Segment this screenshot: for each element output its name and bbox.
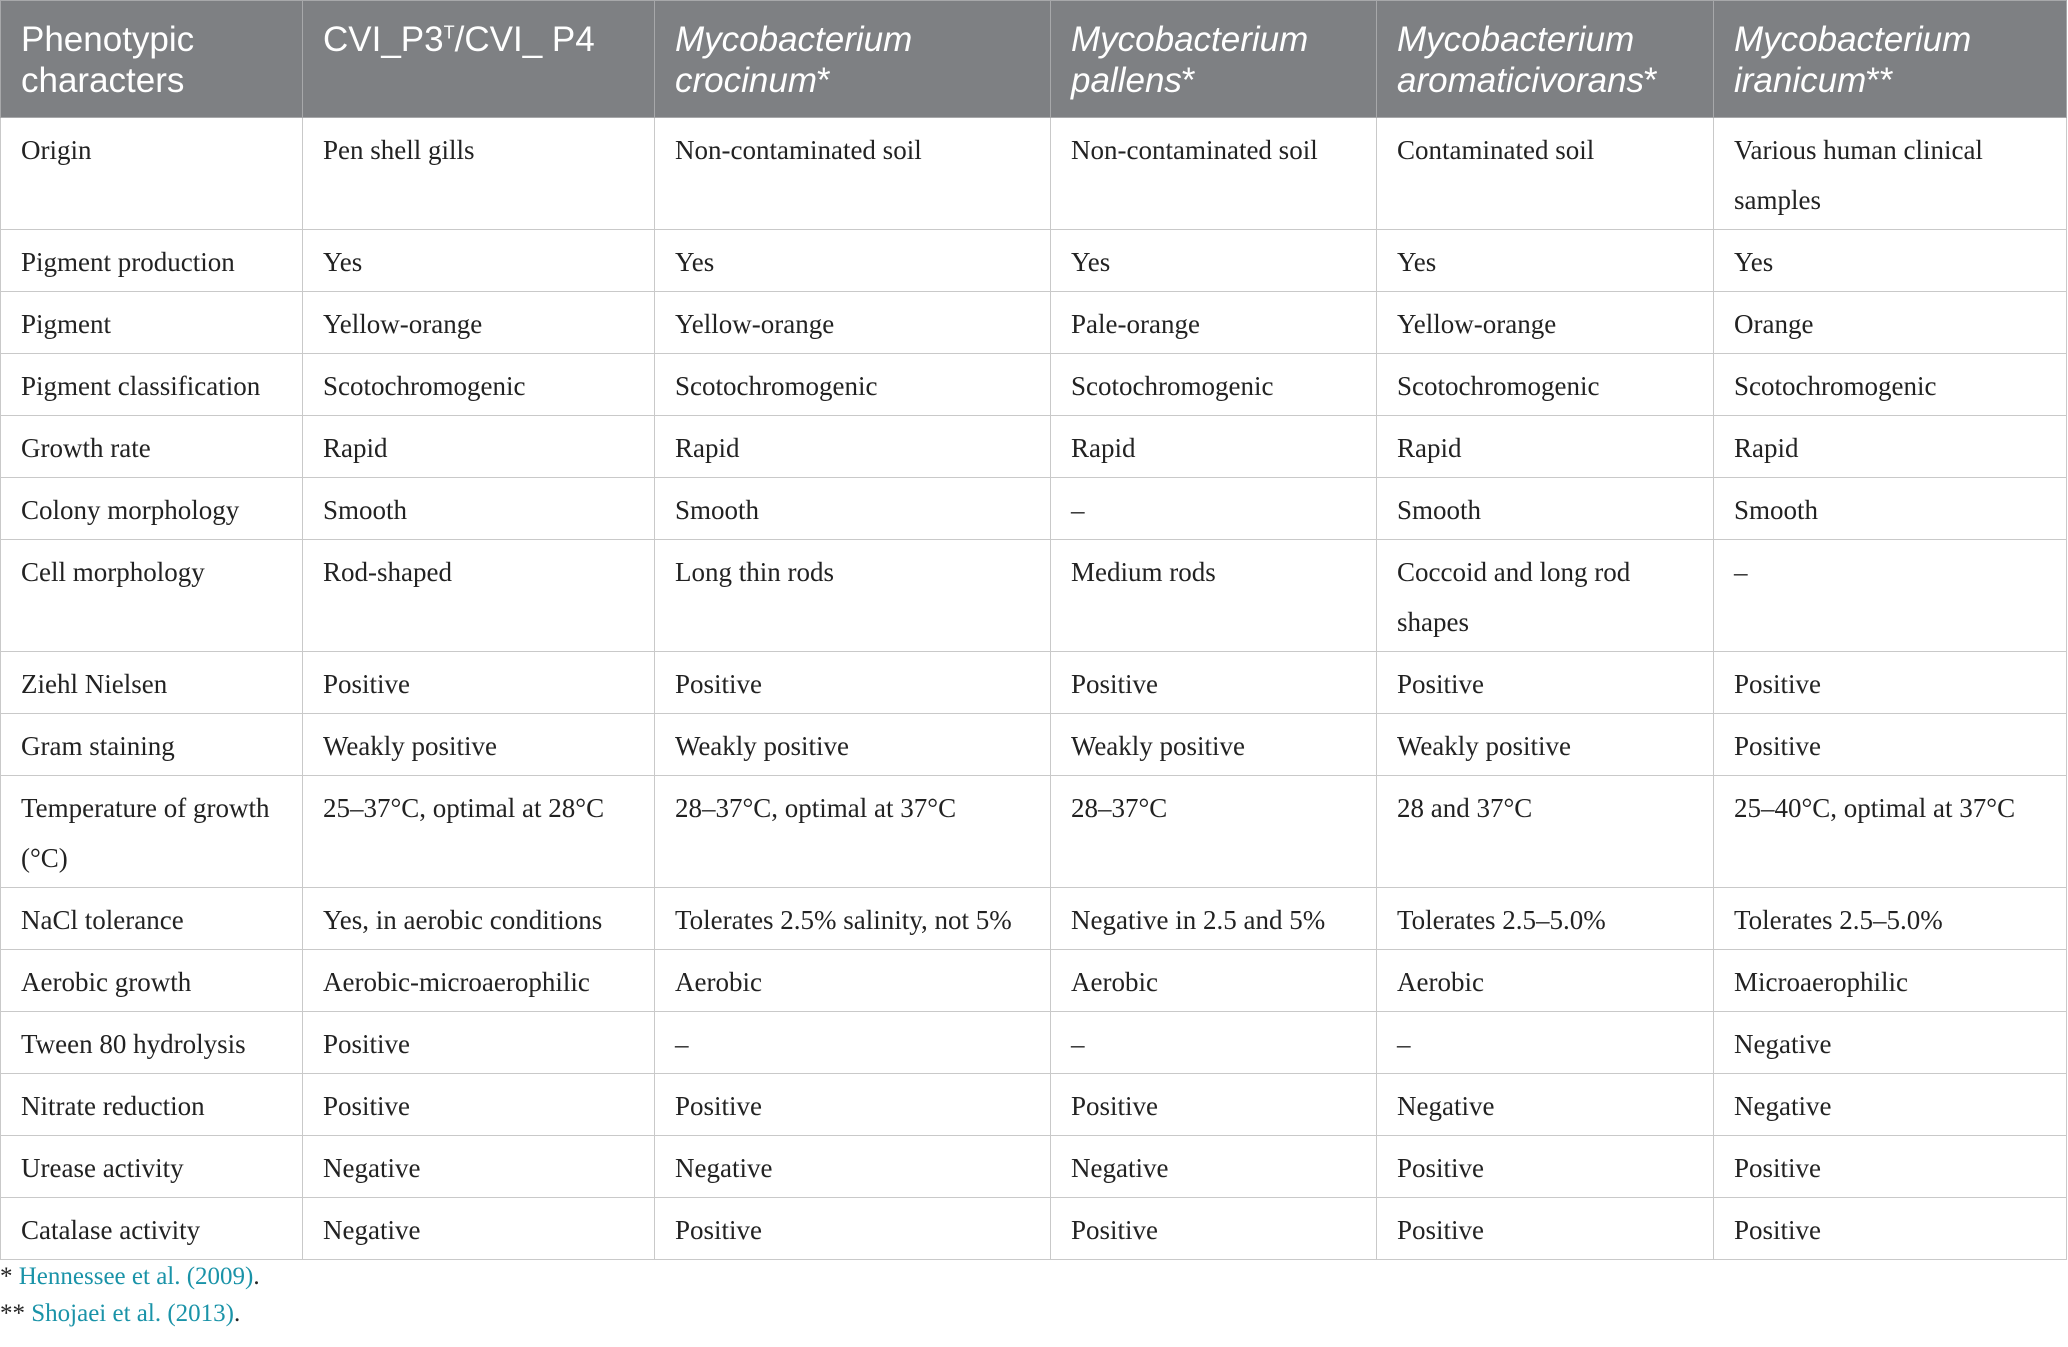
- aromaticivorans-value: Rapid: [1377, 416, 1714, 478]
- footnote-1: [0, 1258, 260, 1295]
- table-row: [1, 1136, 2067, 1198]
- table-row: [1, 354, 2067, 416]
- crocinum-value: 28–37°C, optimal at 37°C: [655, 776, 1051, 888]
- aromaticivorans-value: Negative: [1377, 1074, 1714, 1136]
- pallens-value: 28–37°C: [1051, 776, 1377, 888]
- cvi-value: 25–37°C, optimal at 28°C: [303, 776, 655, 888]
- header-label: /CVI_ P4: [454, 20, 595, 59]
- row-label: NaCl tolerance: [1, 888, 303, 950]
- iranicum-value: Negative: [1714, 1012, 2067, 1074]
- row-label: Colony morphology: [1, 478, 303, 540]
- iranicum-value: 25–40°C, optimal at 37°C: [1714, 776, 2067, 888]
- table-row: [1, 1198, 2067, 1260]
- row-label: Pigment production: [1, 230, 303, 292]
- pallens-value: Aerobic: [1051, 950, 1377, 1012]
- cvi-value: Aerobic-microaerophilic: [303, 950, 655, 1012]
- cvi-value: Positive: [303, 652, 655, 714]
- crocinum-value: Aerobic: [655, 950, 1051, 1012]
- row-label: Ziehl Nielsen: [1, 652, 303, 714]
- footnote-mark: *: [1181, 61, 1196, 100]
- pallens-value: Positive: [1051, 1074, 1377, 1136]
- table-row: [1, 1012, 2067, 1074]
- crocinum-value: Positive: [655, 1198, 1051, 1260]
- iranicum-value: Tolerates 2.5–5.0%: [1714, 888, 2067, 950]
- cvi-value: Weakly positive: [303, 714, 655, 776]
- row-label: Cell morphology: [1, 540, 303, 652]
- crocinum-value: Non-contaminated soil: [655, 118, 1051, 230]
- cvi-value: Pen shell gills: [303, 118, 655, 230]
- footnote-mark: **: [1866, 61, 1894, 100]
- iranicum-value: Orange: [1714, 292, 2067, 354]
- header-cvi-strains: [303, 1, 655, 118]
- aromaticivorans-value: Aerobic: [1377, 950, 1714, 1012]
- reference-link-shojaei[interactable]: Shojaei et al. (2013): [31, 1300, 234, 1327]
- aromaticivorans-value: Tolerates 2.5–5.0%: [1377, 888, 1714, 950]
- reference-link-hennessee[interactable]: Hennessee et al. (2009): [18, 1263, 254, 1290]
- pallens-value: Medium rods: [1051, 540, 1377, 652]
- aromaticivorans-value: Weakly positive: [1377, 714, 1714, 776]
- iranicum-value: Rapid: [1714, 416, 2067, 478]
- table-row: [1, 776, 2067, 888]
- row-label: Origin: [1, 118, 303, 230]
- crocinum-value: Scotochromogenic: [655, 354, 1051, 416]
- table-row: [1, 888, 2067, 950]
- table-row: [1, 714, 2067, 776]
- crocinum-value: Positive: [655, 1074, 1051, 1136]
- footnote-2: [0, 1295, 260, 1332]
- crocinum-value: Smooth: [655, 478, 1051, 540]
- row-label: Urease activity: [1, 1136, 303, 1198]
- footnote-mark: *: [816, 61, 831, 100]
- iranicum-value: Smooth: [1714, 478, 2067, 540]
- pallens-value: Scotochromogenic: [1051, 354, 1377, 416]
- row-label: Temperature of growth (°C): [1, 776, 303, 888]
- pallens-value: –: [1051, 1012, 1377, 1074]
- pallens-value: Yes: [1051, 230, 1377, 292]
- iranicum-value: –: [1714, 540, 2067, 652]
- pallens-value: Rapid: [1051, 416, 1377, 478]
- cvi-value: Smooth: [303, 478, 655, 540]
- iranicum-value: Negative: [1714, 1074, 2067, 1136]
- cvi-value: Negative: [303, 1136, 655, 1198]
- aromaticivorans-value: Contaminated soil: [1377, 118, 1714, 230]
- aromaticivorans-value: Smooth: [1377, 478, 1714, 540]
- iranicum-value: Positive: [1714, 652, 2067, 714]
- header-species-name: Mycobacterium crocinum: [675, 20, 913, 100]
- header-m-pallens: [1051, 1, 1377, 118]
- header-label: CVI_P3: [323, 20, 444, 59]
- header-m-iranicum: [1714, 1, 2067, 118]
- crocinum-value: Weakly positive: [655, 714, 1051, 776]
- header-species-name: Mycobacterium iranicum: [1734, 20, 1972, 100]
- aromaticivorans-value: Scotochromogenic: [1377, 354, 1714, 416]
- iranicum-value: Scotochromogenic: [1714, 354, 2067, 416]
- crocinum-value: Positive: [655, 652, 1051, 714]
- table-header: [1, 1, 2067, 118]
- table-row: [1, 950, 2067, 1012]
- table-row: [1, 1074, 2067, 1136]
- pallens-value: Weakly positive: [1051, 714, 1377, 776]
- aromaticivorans-value: Coccoid and long rod shapes: [1377, 540, 1714, 652]
- aromaticivorans-value: Positive: [1377, 652, 1714, 714]
- iranicum-value: Various human clinical samples: [1714, 118, 2067, 230]
- table-row: [1, 230, 2067, 292]
- cvi-value: Rod-shaped: [303, 540, 655, 652]
- cvi-value: Positive: [303, 1074, 655, 1136]
- iranicum-value: Positive: [1714, 1198, 2067, 1260]
- table-row: [1, 292, 2067, 354]
- header-species-name: Mycobacterium aromaticivorans: [1397, 20, 1645, 100]
- header-m-aromaticivorans: [1377, 1, 1714, 118]
- footnote-period: .: [253, 1263, 260, 1290]
- header-label: Phenotypic characters: [21, 20, 195, 100]
- iranicum-value: Positive: [1714, 1136, 2067, 1198]
- cvi-value: Positive: [303, 1012, 655, 1074]
- header-row: [1, 1, 2067, 118]
- crocinum-value: Yellow-orange: [655, 292, 1051, 354]
- row-label: Pigment classification: [1, 354, 303, 416]
- table-row: [1, 478, 2067, 540]
- footnotes: [0, 1258, 260, 1332]
- cvi-value: Yellow-orange: [303, 292, 655, 354]
- table-row: [1, 416, 2067, 478]
- crocinum-value: Rapid: [655, 416, 1051, 478]
- pallens-value: Negative: [1051, 1136, 1377, 1198]
- crocinum-value: Negative: [655, 1136, 1051, 1198]
- cvi-value: Negative: [303, 1198, 655, 1260]
- header-species-name: Mycobacterium pallens: [1071, 20, 1309, 100]
- header-m-crocinum: [655, 1, 1051, 118]
- pallens-value: Positive: [1051, 652, 1377, 714]
- row-label: Catalase activity: [1, 1198, 303, 1260]
- pallens-value: Non-contaminated soil: [1051, 118, 1377, 230]
- table-row: [1, 652, 2067, 714]
- crocinum-value: –: [655, 1012, 1051, 1074]
- footnote-mark: **: [0, 1300, 25, 1327]
- crocinum-value: Tolerates 2.5% salinity, not 5%: [655, 888, 1051, 950]
- row-label: Tween 80 hydrolysis: [1, 1012, 303, 1074]
- aromaticivorans-value: Positive: [1377, 1198, 1714, 1260]
- aromaticivorans-value: Yellow-orange: [1377, 292, 1714, 354]
- aromaticivorans-value: –: [1377, 1012, 1714, 1074]
- footnote-mark: *: [1644, 61, 1658, 100]
- footnote-mark: *: [0, 1263, 13, 1290]
- aromaticivorans-value: Positive: [1377, 1136, 1714, 1198]
- cvi-value: Rapid: [303, 416, 655, 478]
- pallens-value: Negative in 2.5 and 5%: [1051, 888, 1377, 950]
- row-label: Nitrate reduction: [1, 1074, 303, 1136]
- iranicum-value: Microaerophilic: [1714, 950, 2067, 1012]
- footnote-period: .: [233, 1300, 241, 1327]
- header-phenotypic-characters: [1, 1, 303, 118]
- header-superscript: T: [443, 22, 455, 43]
- crocinum-value: Yes: [655, 230, 1051, 292]
- table-body: [1, 118, 2067, 1260]
- cvi-value: Scotochromogenic: [303, 354, 655, 416]
- cvi-value: Yes: [303, 230, 655, 292]
- pallens-value: Pale-orange: [1051, 292, 1377, 354]
- cvi-value: Yes, in aerobic conditions: [303, 888, 655, 950]
- iranicum-value: Yes: [1714, 230, 2067, 292]
- pallens-value: Positive: [1051, 1198, 1377, 1260]
- row-label: Growth rate: [1, 416, 303, 478]
- table-row: [1, 540, 2067, 652]
- aromaticivorans-value: Yes: [1377, 230, 1714, 292]
- row-label: Gram staining: [1, 714, 303, 776]
- pallens-value: –: [1051, 478, 1377, 540]
- aromaticivorans-value: 28 and 37°C: [1377, 776, 1714, 888]
- row-label: Pigment: [1, 292, 303, 354]
- iranicum-value: Positive: [1714, 714, 2067, 776]
- crocinum-value: Long thin rods: [655, 540, 1051, 652]
- row-label: Aerobic growth: [1, 950, 303, 1012]
- table-row: [1, 118, 2067, 230]
